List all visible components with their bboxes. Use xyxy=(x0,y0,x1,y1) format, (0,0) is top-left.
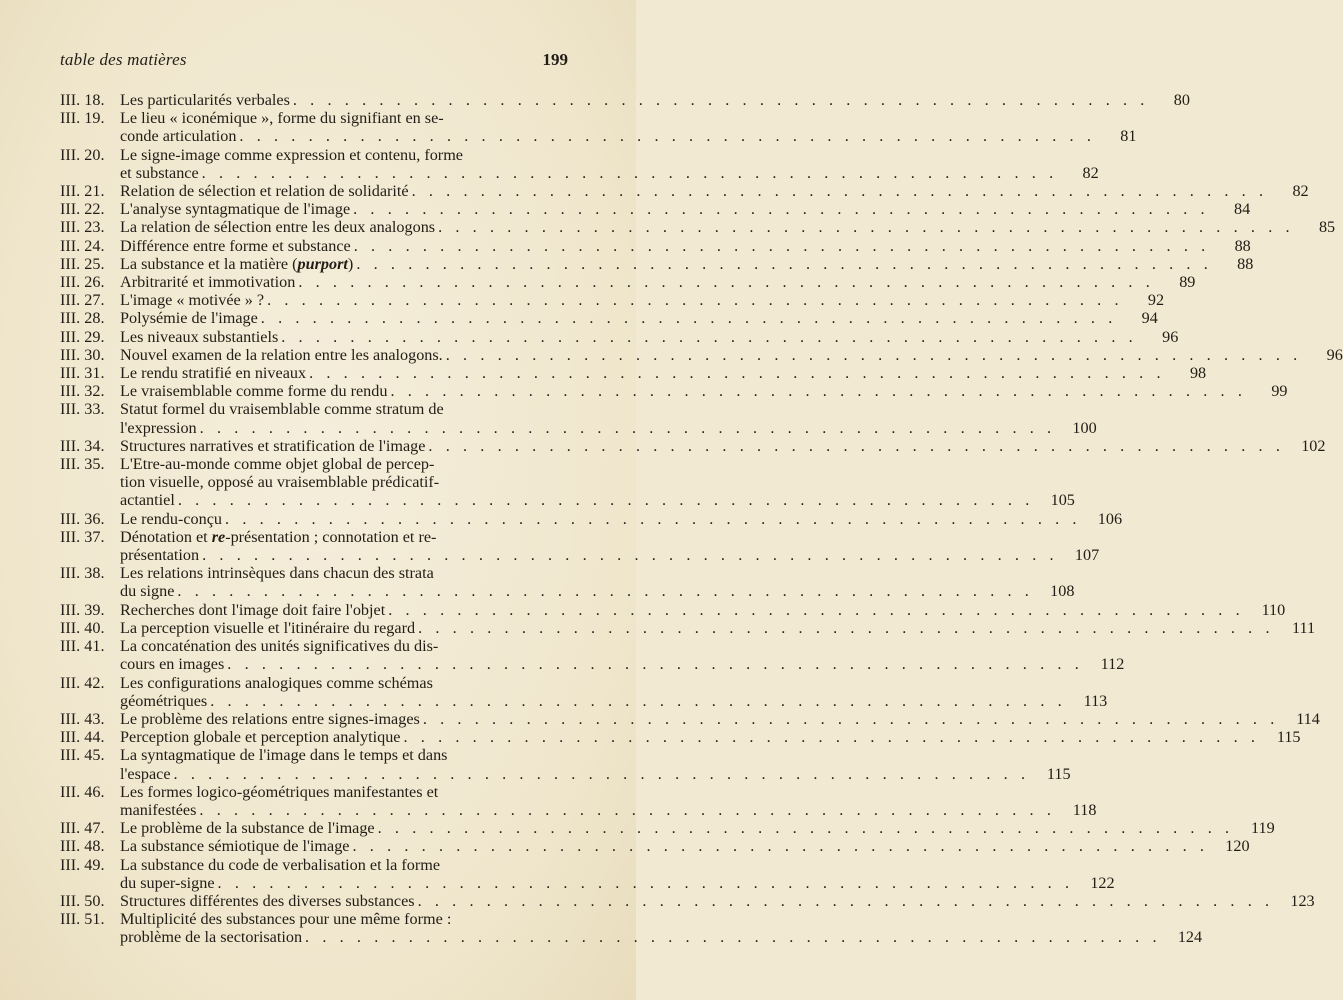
entry-title: problème de la sectorisation xyxy=(120,928,303,947)
entry-page-number: 84 xyxy=(1234,200,1251,219)
entry-number: III. 34. xyxy=(60,436,105,455)
dot-leader xyxy=(418,619,1274,637)
entry-page-number: 96 xyxy=(1326,345,1343,364)
page-header xyxy=(60,50,568,74)
toc-entry xyxy=(60,455,1075,510)
dot-leader xyxy=(438,218,1294,236)
entry-title-line: tion visuelle, opposé au vraisemblable prédicatif- xyxy=(120,473,440,492)
dot-leader xyxy=(305,928,1161,946)
entry-number: III. 45. xyxy=(60,746,105,765)
entry-title: La substance sémiotique de l'image xyxy=(120,837,350,856)
entry-page-number: 108 xyxy=(1050,582,1075,601)
page-number: 199 xyxy=(542,50,568,69)
dot-leader xyxy=(293,91,1149,109)
toc-entry xyxy=(60,618,1316,637)
entry-title-line: La concaténation des unités significatives du dis- xyxy=(120,637,439,656)
dot-leader xyxy=(309,364,1165,382)
entry-page-number: 120 xyxy=(1225,837,1250,856)
toc-entry xyxy=(60,218,1336,237)
dot-leader xyxy=(412,182,1268,200)
entry-number: III. 25. xyxy=(60,254,105,273)
toc-entry xyxy=(60,728,1301,747)
table-of-contents xyxy=(60,91,1343,947)
entry-title-fragment: Dénotation et xyxy=(120,527,212,546)
entry-title-line: Multiplicité des substances pour une même forme : xyxy=(120,910,452,929)
entry-title xyxy=(120,255,353,273)
entry-number: III. 31. xyxy=(60,364,105,383)
entry-title: Le problème des relations entre signes-images xyxy=(120,709,420,728)
entry-title: géométriques xyxy=(120,691,208,710)
entry-page-number: 82 xyxy=(1292,182,1309,201)
toc-entry xyxy=(60,910,1203,947)
entry-title-fragment: La substance et la matière ( xyxy=(120,254,298,273)
dot-leader xyxy=(388,601,1244,619)
entry-number: III. 43. xyxy=(60,709,105,728)
dot-leader xyxy=(227,655,1083,673)
entry-number: III. 51. xyxy=(60,910,105,929)
entry-title: Structures différentes des diverses substances xyxy=(120,891,415,910)
dot-leader xyxy=(178,491,1034,509)
entry-page-number: 92 xyxy=(1147,291,1165,310)
entry-number: III. 33. xyxy=(60,400,105,419)
toc-entry xyxy=(60,382,1288,401)
entry-page-number: 119 xyxy=(1250,819,1275,838)
toc-entry xyxy=(60,200,1251,219)
entry-title: Relation de sélection et relation de solidarité xyxy=(120,182,409,201)
entry-title: Les niveaux substantiels xyxy=(120,327,279,346)
entry-number: III. 36. xyxy=(60,509,105,528)
entry-number: III. 37. xyxy=(60,527,105,546)
toc-entry xyxy=(60,273,1196,292)
entry-page-number: 82 xyxy=(1082,163,1099,182)
entry-number: III. 28. xyxy=(60,309,105,328)
entry-title: l'espace xyxy=(120,764,171,783)
entry-title-fragment: -présentation ; connotation et re- xyxy=(225,527,437,546)
entry-title: Le rendu stratifié en niveaux xyxy=(120,364,307,383)
entry-title: cours en images xyxy=(120,655,225,674)
entry-page-number: 115 xyxy=(1046,764,1071,783)
dot-leader xyxy=(239,127,1095,145)
entry-page-number: 81 xyxy=(1120,127,1137,146)
running-title: table des matières xyxy=(60,50,187,69)
dot-leader xyxy=(202,546,1058,564)
entry-page-number: 106 xyxy=(1097,509,1123,528)
toc-entry xyxy=(60,673,1108,710)
dot-leader xyxy=(210,692,1066,710)
entry-page-number: 96 xyxy=(1162,327,1179,346)
dot-leader xyxy=(225,510,1081,528)
entry-page-number: 100 xyxy=(1072,418,1097,437)
dot-leader xyxy=(356,255,1212,273)
toc-entry xyxy=(60,746,1071,783)
entry-page-number: 122 xyxy=(1090,873,1115,892)
entry-title: du super-signe xyxy=(120,873,215,892)
entry-title: présentation xyxy=(120,546,200,565)
entry-title: La relation de sélection entre les deux analogons xyxy=(120,218,436,237)
entry-title-line: Les configurations analogiques comme schémas xyxy=(120,673,433,692)
dot-leader xyxy=(354,237,1210,255)
dot-leader xyxy=(218,874,1074,892)
toc-entry xyxy=(60,564,1075,601)
entry-number: III. 48. xyxy=(60,837,105,856)
dot-leader xyxy=(267,291,1123,309)
toc-entry xyxy=(60,782,1097,819)
entry-title: L'analyse syntagmatique de l'image xyxy=(120,200,351,219)
entry-page-number: 118 xyxy=(1072,800,1097,819)
toc-entry xyxy=(60,327,1179,346)
entry-number: III. 24. xyxy=(60,236,105,255)
entry-title: Le rendu-conçu xyxy=(120,509,223,528)
entry-title: Recherches dont l'image doit faire l'objet xyxy=(120,600,386,619)
entry-number: III. 46. xyxy=(60,782,105,801)
dot-leader xyxy=(200,419,1056,437)
entry-title-line: Les relations intrinsèques dans chacun des strata xyxy=(120,564,434,583)
dot-leader xyxy=(403,728,1259,746)
entry-number: III. 50. xyxy=(60,891,105,910)
entry-number: III. 47. xyxy=(60,819,105,838)
entry-title-line: Le lieu « iconémique », forme du signifiant en se- xyxy=(120,109,444,128)
entry-page-number: 110 xyxy=(1261,600,1286,619)
entry-number: III. 27. xyxy=(60,291,105,310)
entry-number: III. 40. xyxy=(60,618,105,637)
dot-leader xyxy=(446,346,1302,364)
entry-page-number: 112 xyxy=(1100,655,1125,674)
entry-page-number: 111 xyxy=(1292,618,1316,637)
dot-leader xyxy=(298,273,1154,291)
entry-number: III. 29. xyxy=(60,327,105,346)
entry-page-number: 114 xyxy=(1296,709,1320,728)
toc-entry xyxy=(60,855,1115,892)
toc-entry xyxy=(60,837,1250,856)
entry-number: III. 20. xyxy=(60,145,105,164)
entry-number: III. 30. xyxy=(60,345,105,364)
entry-page-number: 115 xyxy=(1276,728,1301,747)
entry-page-number: 98 xyxy=(1189,364,1207,383)
entry-number: III. 49. xyxy=(60,855,105,874)
dot-leader xyxy=(352,837,1208,855)
entry-title-line xyxy=(120,528,1099,546)
entry-number: III. 19. xyxy=(60,109,105,128)
entry-title-line: Le signe-image comme expression et contenu, forme xyxy=(120,145,463,164)
entry-page-number: 102 xyxy=(1301,436,1326,455)
entry-number: III. 18. xyxy=(60,91,105,109)
dot-leader xyxy=(378,819,1234,837)
entry-page-number: 107 xyxy=(1074,546,1100,565)
dot-leader xyxy=(423,710,1279,728)
toc-entry xyxy=(60,891,1315,910)
dot-leader xyxy=(261,309,1117,327)
entry-number: III. 22. xyxy=(60,200,105,219)
toc-entry xyxy=(60,345,1343,364)
entry-number: III. 35. xyxy=(60,455,105,474)
entry-page-number: 88 xyxy=(1237,254,1254,273)
toc-entry xyxy=(60,709,1320,728)
entry-title: Perception globale et perception analytique xyxy=(120,728,401,747)
entry-page-number: 105 xyxy=(1050,491,1075,510)
toc-entry xyxy=(60,509,1123,528)
toc-entry xyxy=(60,91,1190,109)
entry-title: Arbitrarité et immotivation xyxy=(120,273,296,292)
entry-title-line: La syntagmatique de l'image dans le temps et dans xyxy=(120,746,448,765)
entry-page-number: 89 xyxy=(1179,273,1196,292)
entry-number: III. 42. xyxy=(60,673,105,692)
entry-title: actantiel xyxy=(120,491,175,510)
entry-page-number: 113 xyxy=(1083,691,1108,710)
entry-title: La perception visuelle et l'itinéraire du regard xyxy=(120,618,416,637)
entry-title: Structures narratives et stratification de l'image xyxy=(120,436,426,455)
entry-title-line: La substance du code de verbalisation et la forme xyxy=(120,855,441,874)
toc-entry xyxy=(60,182,1309,201)
toc-entry xyxy=(60,364,1207,383)
entry-title-line: L'Etre-au-monde comme objet global de percep- xyxy=(120,455,435,474)
entry-title: Polysémie de l'image xyxy=(120,309,258,328)
entry-page-number: 88 xyxy=(1234,236,1251,255)
dot-leader xyxy=(174,765,1030,783)
entry-title-fragment: re xyxy=(211,527,226,546)
dot-leader xyxy=(202,164,1058,182)
toc-entry xyxy=(60,291,1165,310)
dot-leader xyxy=(418,892,1274,910)
dot-leader xyxy=(199,801,1055,819)
dot-leader xyxy=(390,382,1246,400)
entry-title: du signe xyxy=(120,582,175,601)
toc-entry xyxy=(60,109,1137,146)
entry-page-number: 123 xyxy=(1290,891,1315,910)
entry-number: III. 41. xyxy=(60,637,105,656)
toc-entry xyxy=(60,236,1251,255)
entry-title: manifestées xyxy=(120,800,197,819)
entry-title: Le vraisemblable comme forme du rendu xyxy=(120,382,388,401)
entry-title: conde articulation xyxy=(120,127,237,146)
entry-number: III. 44. xyxy=(60,728,105,747)
toc-entry xyxy=(60,400,1097,437)
entry-number: III. 21. xyxy=(60,182,105,201)
dot-leader xyxy=(281,328,1137,346)
dot-leader xyxy=(428,437,1284,455)
entry-page-number: 124 xyxy=(1177,928,1203,947)
entry-title: Différence entre forme et substance xyxy=(120,236,351,255)
toc-entry xyxy=(60,254,1254,273)
entry-title: l'expression xyxy=(120,418,197,437)
toc-entry xyxy=(60,819,1275,838)
entry-page-number: 94 xyxy=(1141,309,1158,328)
entry-title: Les particularités verbales xyxy=(120,91,290,109)
toc-entry xyxy=(60,436,1326,455)
entry-title: L'image « motivée » ? xyxy=(120,291,265,310)
entry-number: III. 38. xyxy=(60,564,105,583)
toc-entry xyxy=(60,527,1100,565)
entry-title-line: Statut formel du vraisemblable comme stratum de xyxy=(120,400,444,419)
entry-title-fragment: ) xyxy=(347,254,354,273)
toc-entry xyxy=(60,600,1286,619)
toc-entry xyxy=(60,309,1158,328)
toc-entry xyxy=(60,145,1099,182)
dot-leader xyxy=(353,200,1209,218)
entry-title: Le problème de la substance de l'image xyxy=(120,819,375,838)
entry-title: et substance xyxy=(120,163,199,182)
entry-page-number: 80 xyxy=(1173,91,1190,109)
entry-title-fragment: purport xyxy=(297,254,348,273)
toc-entry xyxy=(60,637,1125,674)
entry-page-number: 85 xyxy=(1318,218,1336,237)
entry-number: III. 26. xyxy=(60,273,105,292)
entry-title-line: Les formes logico-géométriques manifestantes et xyxy=(120,782,439,801)
entry-number: III. 23. xyxy=(60,218,105,237)
entry-number: III. 39. xyxy=(60,600,105,619)
entry-page-number: 99 xyxy=(1271,382,1288,401)
dot-leader xyxy=(177,582,1033,600)
entry-title: Nouvel examen de la relation entre les analogons. xyxy=(120,345,443,364)
entry-number: III. 32. xyxy=(60,382,105,401)
